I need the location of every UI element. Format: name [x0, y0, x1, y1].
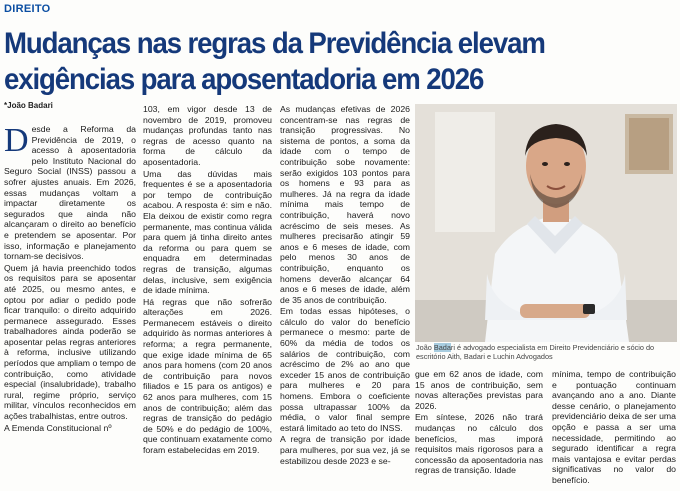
dropcap: D: [4, 122, 29, 159]
paragraph: A regra de transição por idade para mulheres, por sua vez, já se estabilizou desde 2023 e se-: [280, 434, 410, 466]
paragraph: Quem já havia preenchido todos os requisitos para se aposentar até 2025, ou mesmo antes, e optou por adiar o pedido pode ficar tranquilo: o direito adquirido permanece assegurado. Esses trabalhadores ainda poderão se aposentar pelas regras anteriores à reforma, inclusive utilizando períodos que ampliam o tempo de contribuição, como atividade especial (insalubridade), trabalho rural, regime próprio, serviço militar, vínculos reconhecidos em ações trabalhistas, entre outros.: [4, 262, 136, 422]
photo-caption: [416, 344, 676, 361]
caption-highlight: Bada: [433, 343, 451, 352]
paragraph: A Emenda Constitucional nº: [4, 422, 112, 433]
paragraph: gue em 62 anos de idade, com 15 anos de contribuição, sem novas alterações previstas para 2026.: [415, 369, 543, 411]
paragraph: Há regras que não sofrerão alterações em 2026. Permanecem estáveis o direito adquirido às normas anteriores à reforma; a regra permanente, que exige idade mínima de 65 anos para homens (com 20 anos de contribuição para novos filiados e 15 para os antigos) e 62 anos para mulheres, com 15 anos de contribuição; além das regras de transição do pedágio de 50% e do pedágio de 100%, que continuam exatamente como foram estabelecidas em 2019.: [143, 296, 272, 455]
section-tag: DIREITO: [4, 3, 51, 15]
paragraph: mínima, tempo de contribuição e pontuação continuam avançando ano a ano. Diante desse cenário, o planejamento previdenciário deixa de ser uma opção e passa a ser uma necessidade, permitindo ao segurado identificar a regra mais vantajosa e evitar perdas significativas no valor do benefício.: [552, 369, 676, 485]
paragraph: esde a Reforma da Previdência de 2019, o acesso à aposentadoria pelo Instituto Nacional do Seguro Social (INSS) passou a sofrer ajustes anuais. Em 2026, essas mudanças voltam a impactar diretamente os segurados que ainda não alcançaram o direito ao benefício e pretendem se aposentar. Por isso, informação e planejamento tornam-se decisivos.: [4, 124, 136, 262]
article-column-5: [552, 369, 676, 487]
paragraph: As mudanças efetivas de 2026 concentram-se nas regras de transição progressivas. No sistema de pontos, a soma da idade com o tempo de contribuição sobe novamente: serão exigidos 103 pontos para os homens e 93 para as mulheres. Já na regra da idade mínima mais tempo de contribuição, haverá novo acréscimo de seis meses. As mulheres precisarão atingir 59 anos e 6 meses de idade, com pelo menos 30 anos de contribuição, enquanto os homens deverão alcançar 64 anos e 6 meses de idade, além de 35 anos de contribuição.: [280, 104, 410, 305]
article-column-2: [143, 104, 272, 457]
author-byline: *João Badari: [4, 101, 53, 110]
paragraph: Uma das dúvidas mais frequentes é se a aposentadoria por tempo de contribuição acabou. A resposta é: sim e não. Ela deixou de existir como regra permanente, mas continua válida para quem já tinha direito antes da reforma ou para quem se enquadra em determinadas regras de transição, algumas delas, inclusive, sem exigência de idade mínima.: [143, 168, 272, 296]
article-column-1: [4, 124, 136, 434]
caption-text-end: ri é advogado especialista em Direito Previdenciário e sócio do escritório Aith, Badari e Luchin Advogados: [416, 343, 655, 361]
portrait-illustration: [415, 104, 677, 342]
paragraph: 103, em vigor desde 13 de novembro de 2019, promoveu mudanças profundas tanto nas regras de acesso quanto na forma de cálculo da aposentadoria.: [143, 104, 272, 167]
article-column-4: [415, 369, 543, 477]
paragraph: Em todas essas hipóteses, o cálculo do valor do benefício permanece o mesmo: parte de 60% da média de todos os salários de contribuição, com acréscimo de 2% ao ano que exceder 15 anos de contribuição para mulheres e 20 para homens. Embora o coeficiente possa ultrapassar 100% da média, o valor final sempre estará limitado ao teto do INSS.: [280, 306, 410, 433]
headline: Mudanças nas regras da Previdência elevam exigências para aposentadoria em 2026: [4, 27, 545, 96]
author-photo: [415, 104, 677, 342]
paragraph: Em síntese, 2026 não trará mudanças no cálculo dos benefícios, mas imporá requisitos mais rigorosos para a concessão da aposentadoria nas regras de transição. Idade: [415, 412, 543, 476]
caption-text-start: João: [416, 343, 434, 352]
article-column-3: [280, 104, 410, 467]
